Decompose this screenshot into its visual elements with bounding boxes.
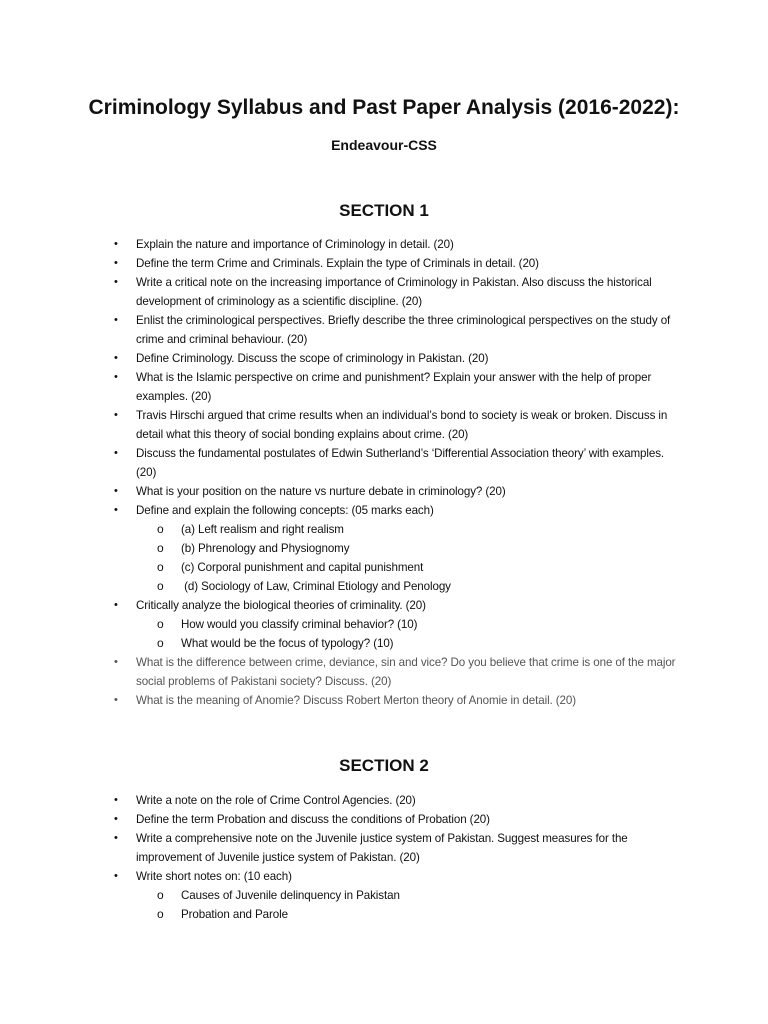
circle-bullet-icon: o bbox=[157, 907, 164, 921]
section-2-question-list bbox=[0, 791, 768, 924]
list-item bbox=[0, 829, 768, 867]
question-text: Explain the nature and importance of Criminology in detail. (20) bbox=[136, 238, 454, 251]
document-title: Criminology Syllabus and Past Paper Analysis (2016-2022): bbox=[88, 96, 680, 119]
bullet-icon: • bbox=[114, 485, 118, 497]
list-item bbox=[0, 691, 768, 710]
bullet-icon: • bbox=[114, 257, 118, 269]
question-text: What is the meaning of Anomie? Discuss Robert Merton theory of Anomie in detail. (20) bbox=[136, 694, 577, 707]
bullet-icon: • bbox=[114, 314, 118, 326]
question-text: Define Criminology. Discuss the scope of criminology in Pakistan. (20) bbox=[136, 352, 489, 365]
question-text: Write a note on the role of Crime Control Agencies. (20) bbox=[136, 794, 416, 807]
circle-bullet-icon: o bbox=[157, 541, 164, 555]
question-text: Write short notes on: (10 each) bbox=[136, 870, 292, 883]
sub-item-text: (b) Phrenology and Physiognomy bbox=[181, 542, 350, 555]
sub-list-item bbox=[0, 886, 768, 905]
list-item bbox=[0, 653, 768, 691]
list-item bbox=[0, 254, 768, 273]
sub-list-item bbox=[0, 558, 768, 577]
bullet-icon: • bbox=[114, 352, 118, 364]
section-1-heading: SECTION 1 bbox=[339, 201, 429, 220]
circle-bullet-icon: o bbox=[157, 888, 164, 902]
list-item bbox=[0, 406, 768, 444]
bullet-icon: • bbox=[114, 870, 118, 882]
sub-item-text: (d) Sociology of Law, Criminal Etiology and Penology bbox=[181, 580, 451, 593]
list-item bbox=[0, 273, 768, 311]
question-text: What is the difference between crime, deviance, sin and vice? Do you believe that crime is one of the major social problems of Pakistani society? Discuss. (20) bbox=[136, 656, 676, 688]
list-item bbox=[0, 596, 768, 615]
question-text: Discuss the fundamental postulates of Edwin Sutherland’s ‘Differential Association theory’ with examples. (20) bbox=[136, 447, 665, 479]
bullet-icon: • bbox=[114, 694, 118, 706]
bullet-icon: • bbox=[114, 371, 118, 383]
section-1-question-list bbox=[0, 235, 768, 710]
sub-item-text: How would you classify criminal behavior? (10) bbox=[181, 618, 418, 631]
bullet-icon: • bbox=[114, 238, 118, 250]
sub-item-text: Causes of Juvenile delinquency in Pakistan bbox=[181, 889, 400, 902]
sub-list-item bbox=[0, 577, 768, 596]
circle-bullet-icon: o bbox=[157, 636, 164, 650]
circle-bullet-icon: o bbox=[157, 522, 164, 536]
sub-item-text: Probation and Parole bbox=[181, 908, 288, 921]
list-item bbox=[0, 501, 768, 520]
sub-item-text: What would be the focus of typology? (10) bbox=[181, 637, 394, 650]
question-text: What is the Islamic perspective on crime and punishment? Explain your answer with the help of proper examples. (20) bbox=[136, 371, 652, 403]
list-item bbox=[0, 444, 768, 482]
question-text: Critically analyze the biological theories of criminality. (20) bbox=[136, 599, 426, 612]
list-item bbox=[0, 311, 768, 349]
circle-bullet-icon: o bbox=[157, 617, 164, 631]
list-item bbox=[0, 867, 768, 886]
list-item bbox=[0, 349, 768, 368]
sub-list-item bbox=[0, 615, 768, 634]
question-text: Travis Hirschi argued that crime results when an individual’s bond to society is weak or broken. Discuss in detail what this theory of social bonding explains about crime. (20) bbox=[136, 409, 668, 441]
question-text: Write a comprehensive note on the Juvenile justice system of Pakistan. Suggest measures for the improvement of Juvenile justice system of Pakistan. (20) bbox=[136, 832, 628, 864]
question-text: Write a critical note on the increasing importance of Criminology in Pakistan. Also discuss the historical development of criminology as a scientific discipline. (20) bbox=[136, 276, 652, 308]
bullet-icon: • bbox=[114, 599, 118, 611]
sub-item-text: (c) Corporal punishment and capital punishment bbox=[181, 561, 424, 574]
sub-item-text: (a) Left realism and right realism bbox=[181, 523, 344, 536]
question-text: Define and explain the following concepts: (05 marks each) bbox=[136, 504, 434, 517]
bullet-icon: • bbox=[114, 794, 118, 806]
bullet-icon: • bbox=[114, 276, 118, 288]
question-text: Enlist the criminological perspectives. Briefly describe the three criminological perspectives on the study of crime and criminal behaviour. (20) bbox=[136, 314, 671, 346]
document-subtitle: Endeavour-CSS bbox=[331, 137, 437, 153]
question-text: Define the term Crime and Criminals. Explain the type of Criminals in detail. (20) bbox=[136, 257, 539, 270]
bullet-icon: • bbox=[114, 409, 118, 421]
list-item bbox=[0, 235, 768, 254]
sub-list-item bbox=[0, 520, 768, 539]
circle-bullet-icon: o bbox=[157, 560, 164, 574]
section-2-heading: SECTION 2 bbox=[339, 756, 429, 775]
bullet-icon: • bbox=[114, 504, 118, 516]
bullet-icon: • bbox=[114, 656, 118, 668]
list-item bbox=[0, 368, 768, 406]
sub-list-item bbox=[0, 539, 768, 558]
list-item bbox=[0, 791, 768, 810]
bullet-icon: • bbox=[114, 447, 118, 459]
question-text: Define the term Probation and discuss the conditions of Probation (20) bbox=[136, 813, 490, 826]
circle-bullet-icon: o bbox=[157, 579, 164, 593]
sub-list-item bbox=[0, 905, 768, 924]
list-item bbox=[0, 810, 768, 829]
sub-list-item bbox=[0, 634, 768, 653]
list-item bbox=[0, 482, 768, 501]
bullet-icon: • bbox=[114, 813, 118, 825]
question-text: What is your position on the nature vs nurture debate in criminology? (20) bbox=[136, 485, 506, 498]
bullet-icon: • bbox=[114, 832, 118, 844]
